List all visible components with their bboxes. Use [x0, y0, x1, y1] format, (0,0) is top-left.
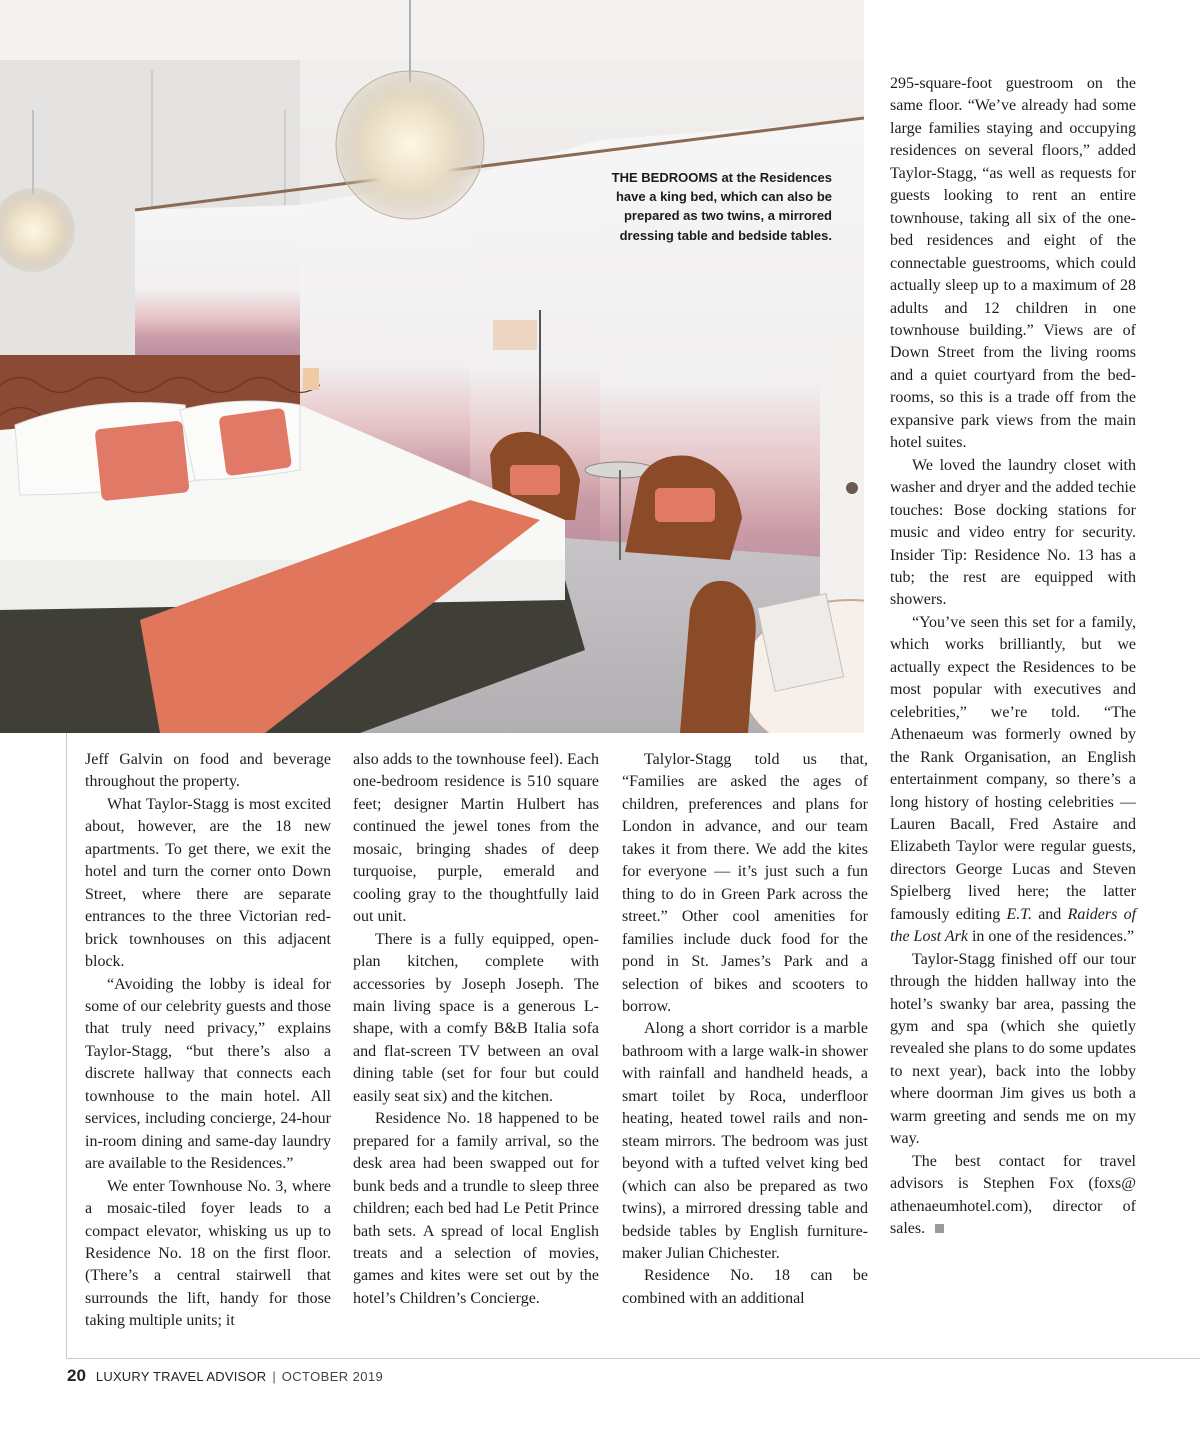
paragraph: Jeff Galvin on food and beverage throughout the property.	[85, 751, 331, 791]
footer-rule	[66, 1358, 1200, 1359]
paragraph-text: “You’ve seen this set for a family, which works brilliantly, but we actually expect the Residences to be most popular with executives and celebrities,” we’re told. “The Athenaeum was formerly owned by the Rank Organisation, an English entertainment company, so there’s a long history of hosting celebrities — Lauren Bacall, Fred Astaire and Elizabeth Taylor were regular guests, directors George Lucas and Steven Spielberg lived here; the latter famously editing	[890, 613, 1136, 923]
floor-lamp	[493, 320, 537, 350]
end-mark-icon	[935, 1224, 944, 1233]
paragraph: Taylor-Stagg finished off our tour through the hidden hallway into the hotel’s swanky bar area, passing the gym and spa (which she quietly revealed she plans to do some updates to next year), back into the lobby where doorman Jim gives us both a warm greeting and sends me on my way.	[890, 950, 1136, 1148]
photo-caption	[592, 168, 832, 245]
caption-lead: THE BEDROOMS	[611, 170, 718, 185]
article-column-1	[85, 749, 331, 1333]
paragraph: Residence No. 18 can be combined with an additional	[622, 1267, 868, 1307]
paragraph-final	[890, 1151, 1136, 1241]
bedroom-illustration	[0, 0, 864, 733]
page-number: 20	[67, 1366, 86, 1385]
cushion-right	[218, 408, 292, 477]
curtain-left	[135, 205, 300, 360]
film-title-et: E.T.	[1006, 905, 1032, 923]
paragraph: What Taylor-Stagg is most excited about, however, are the 18 new apartments. To get there, we exit the hotel and turn the corner onto Down Street, where there are separate entrances to the three Victorian red-brick townhouses on this adjacent block.	[85, 795, 331, 971]
cushion-left	[95, 420, 190, 501]
paragraph: Talylor-Stagg told us that, “Families are asked the ages of children, preferences and plans for London in advance, and our team takes it from there. We add the kites for everyone — it’s just such a fun thing to do in Green Park across the street.” Other cool amenities for families include duck food for the pond in St. James’s Park and a selection of bikes and scooters to borrow.	[622, 751, 868, 1015]
article-column-3	[622, 749, 868, 1310]
paragraph-text: The best contact for travel advisors is Stephen Fox (foxs@ athenaeumhotel.com), director of sales.	[890, 1152, 1136, 1238]
paragraph: Along a short corridor is a marble bathroom with a large walk-in shower with rainfall and handheld heads, a smart toilet by Roca, underfloor heating, heated towel rails and non-steam mirrors. The bedroom was just beyond with a tufted velvet king bed (which can also be prepared as two twins), a mirrored dressing table and bedside tables by English furniture-maker Julian Chichester.	[622, 1020, 868, 1262]
article-column-4	[890, 73, 1136, 1241]
paragraph: We loved the laundry closet with washer and dryer and the added techie touches: Bose docking stations for music and video entry for security. Insider Tip: Residence No. 13 has a tub; the rest are equipped with showers.	[890, 456, 1136, 609]
page-footer	[67, 1366, 383, 1390]
paragraph: “Avoiding the lobby is ideal for some of our celebrity guests and those that truly need privacy,” explains Taylor-Stagg, “but there’s also a discrete hallway that connects each townhouse to the main hotel. All services, including concierge, 24-hour in-room dining and same-day laundry are available to the Residences.”	[85, 975, 331, 1173]
paragraph-text-end: in one of the residences.”	[967, 928, 1135, 946]
paragraph: Residence No. 18 happened to be prepared for a family arrival, so the desk area had been swapped out for bunk beds and a trundle to sleep three children; each bed had Le Petit Prince bath sets. A spread of local English treats and a selection of movies, games and kites were set out by the hotel’s Children’s Concierge.	[353, 1110, 599, 1307]
caption-text: at the Residences have a king bed, which can also be prepared as two twins, a mirrored dressing table and bedside tables.	[615, 170, 832, 243]
chandelier-main	[336, 71, 484, 219]
issue-date: OCTOBER 2019	[281, 1369, 384, 1384]
paragraph: 295-square-foot guestroom on the same floor. “We’ve already had some large families staying and occupying residences on several floors,” added Taylor-Stagg, “as well as requests for guests looking to rent an entire townhouse, taking all six of the one-bed residences and eight of the connectable guestrooms, which could actually sleep up to a maximum of 28 adults and 12 children in one townhouse building.” Views are of Down Street from the living rooms and a quiet courtyard from the bedrooms, so this is a trade off from the expansive park views from the main hotel suites.	[890, 75, 1136, 452]
column-rule-vertical	[66, 733, 67, 1359]
paragraph: also adds to the townhouse feel). Each one-bedroom residence is 510 square feet; designer Martin Hulbert has continued the jewel tones from the mosaic, bringing shades of deep turquoise, purple, emerald and cooling gray to the thoughtfully laid out unit.	[353, 751, 599, 926]
footer-separator: |	[272, 1369, 276, 1384]
film-title-raiders: Raiders of the Lost Ark	[890, 905, 1137, 946]
paragraph: There is a fully equipped, open-plan kitchen, complete with accessories by Joseph Joseph. The main living space is a generous L-shape, with a comfy B&B Italia sofa and flat-screen TV between an oval dining table (set for four but could easily seat six) and the kitchen.	[353, 930, 599, 1105]
paragraph-and: and	[1031, 905, 1068, 923]
bedroom-photo	[0, 0, 864, 733]
paragraph	[890, 612, 1136, 949]
article-column-2	[353, 749, 599, 1310]
paragraph: We enter Townhouse No. 3, where a mosaic-tiled foyer leads to a compact elevator, whisking us up to Residence No. 18 on the first floor. (There’s a central stairwell that surrounds the lift, handy for those taking multiple units; it	[85, 1177, 331, 1330]
magazine-name: LUXURY TRAVEL ADVISOR	[95, 1369, 267, 1384]
